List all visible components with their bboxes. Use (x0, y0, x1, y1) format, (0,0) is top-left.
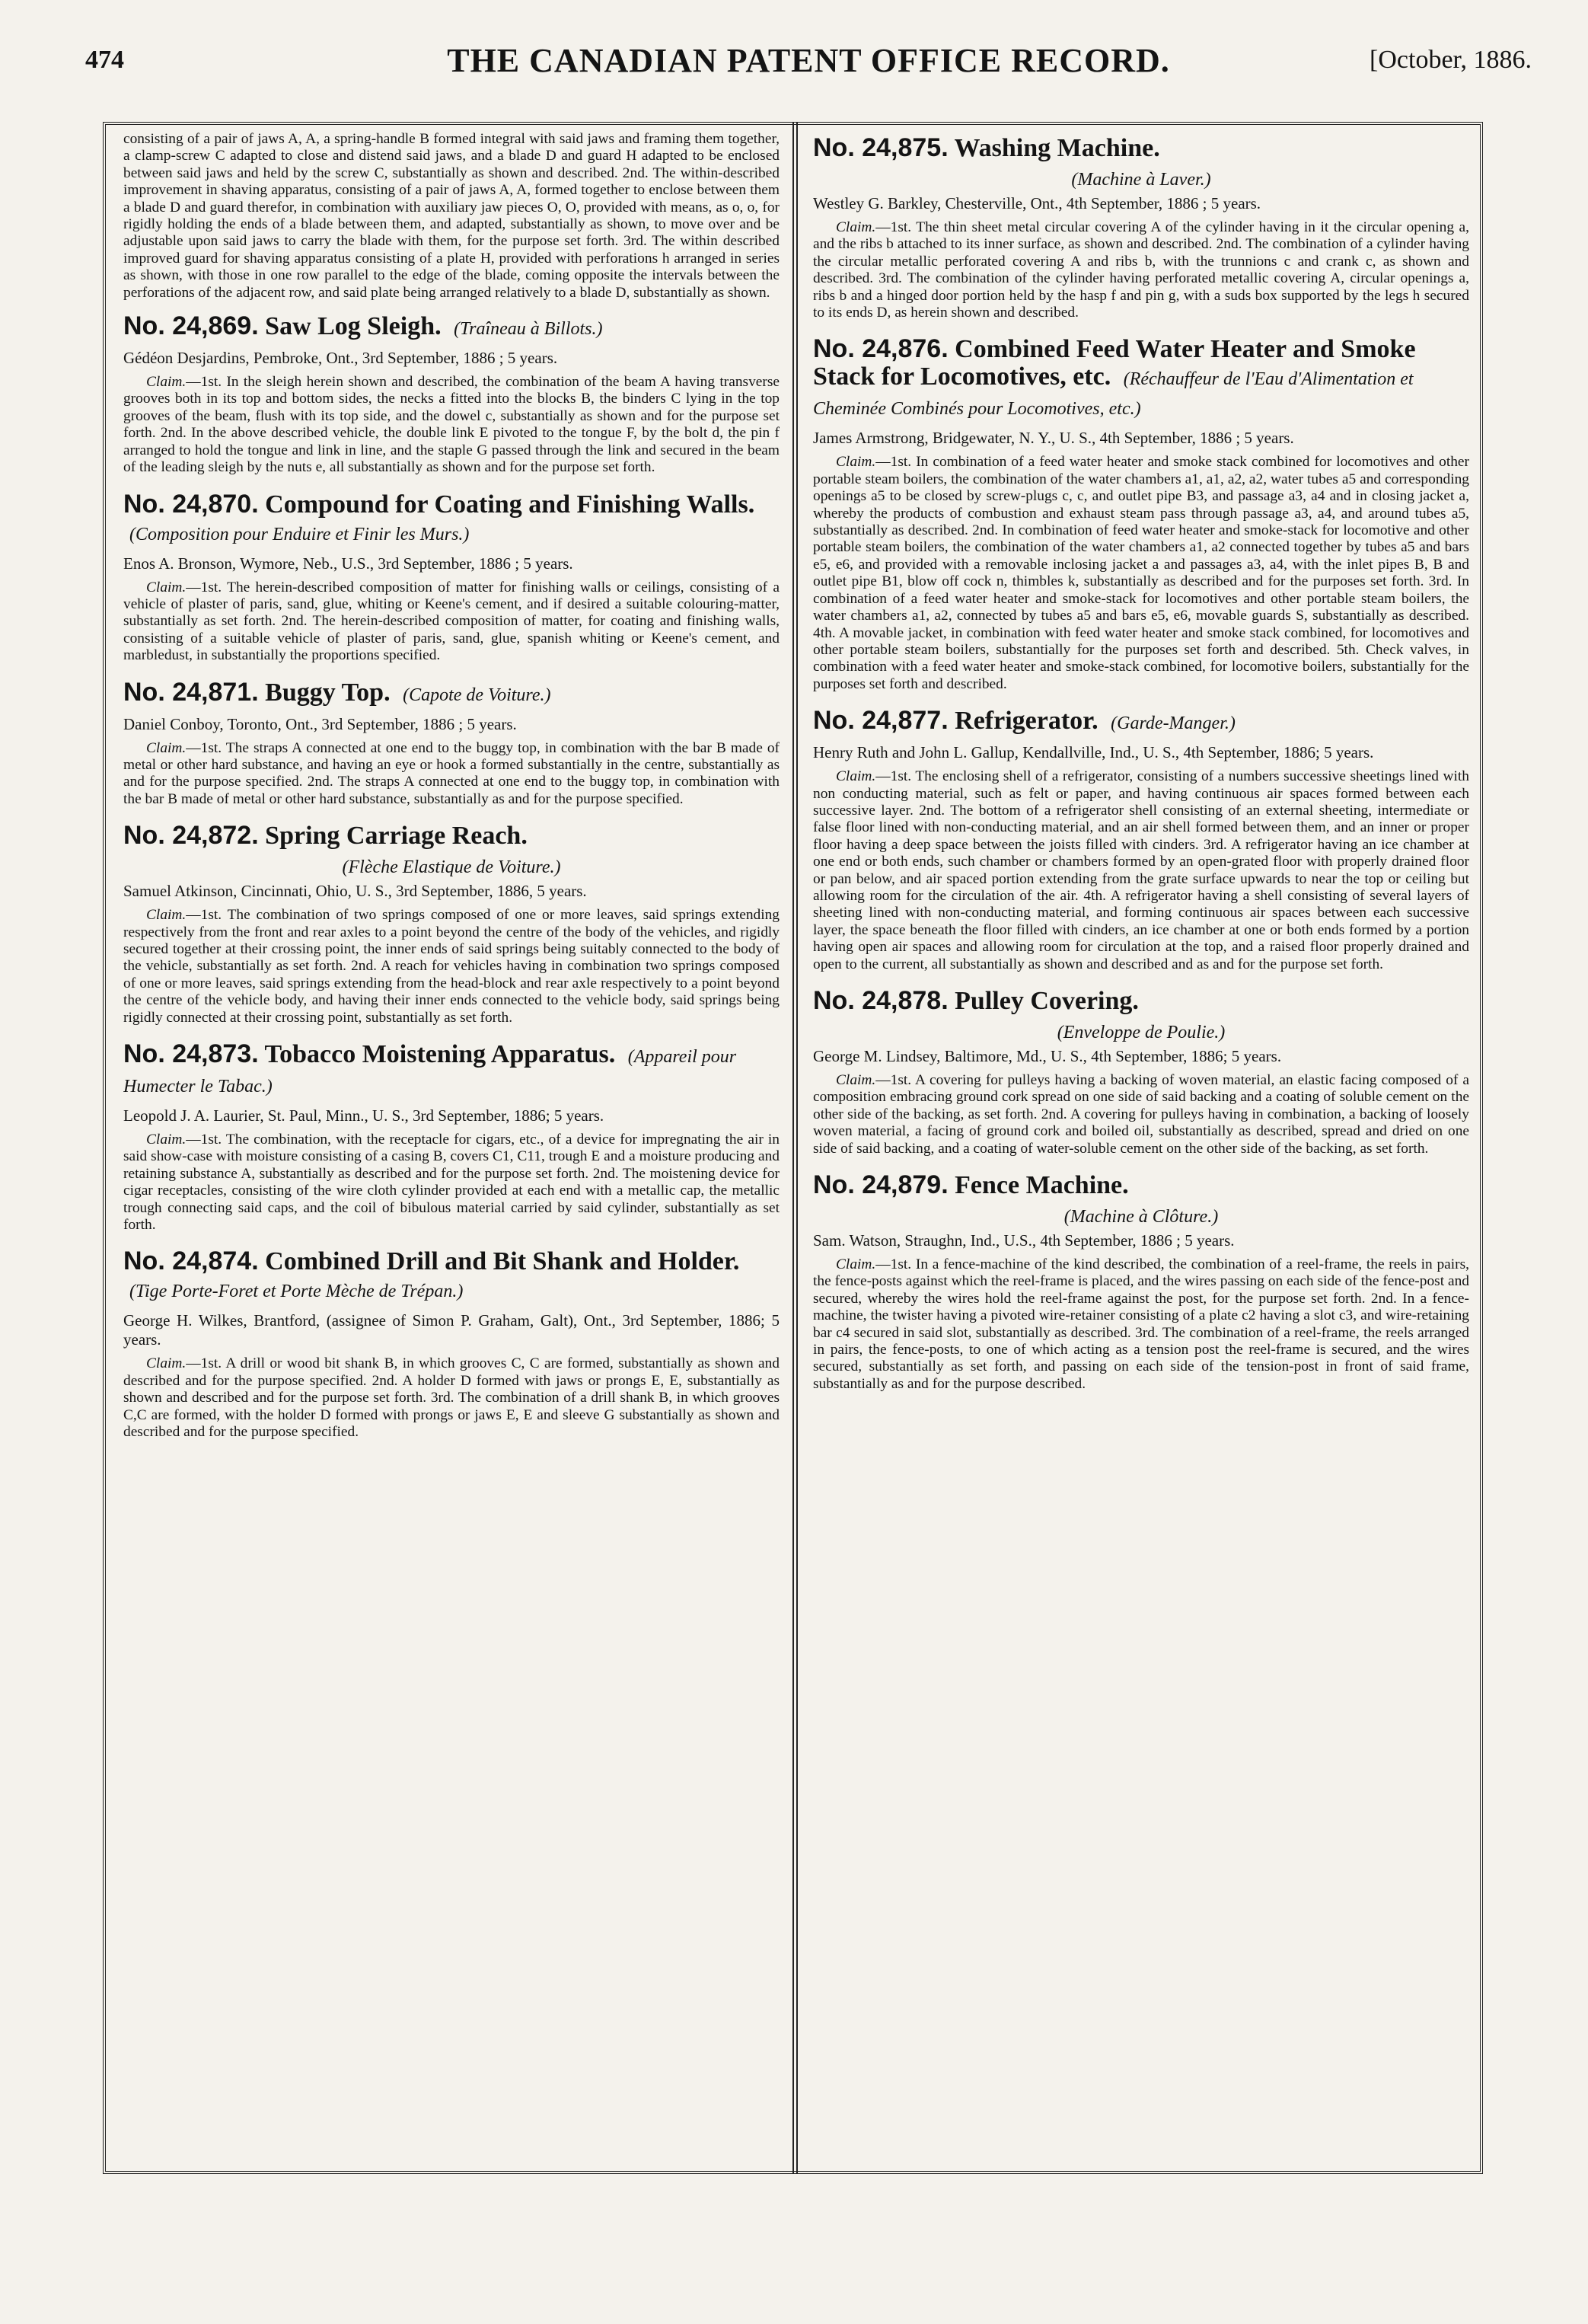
patent-entry (813, 335, 1469, 693)
claim-text: —1st. In combination of a feed water heater and smoke stack combined for locomotives and other portable steam boilers, the combination of the water chambers a1, a1, a2, a2, water tubes a5 and corresponding openings a5 to be closed by screw-plugs c, c, and outlet pipe B3, and passage a3, a4 and in closing jacket a, whereby the products of combustion and exhaust steam pass through passage a3, a4, and around tubes a5, substantially as described. 2nd. In combination of feed water heater and smoke-stack for locomotive and other portable steam boilers, the combination of the water chambers a1, a2 connected together by tubes a5 and bars e5, e6, and provided with a removable inclosing jacket a and passages a3, a4, with the inlet pipes B, B and outlet pipe B1, blow off cock n, thimbles k, substantially as described and for the purposes set forth. 3rd. In combination of a feed water heater and smoke-stack for locomotives and other portable steam boilers, the water chambers a1, a2, connected by tubes a5 and bars e5, e6, movable guards S, substantially as described. 4th. A movable jacket, in combination with feed water heater and smoke stack combined, for locomotives and other portable steam boilers, substantially for the purposes set forth and described. 5th. Check valves, in combination with a feed water heater and smoke-stack combined, for locomotive boilers, substantially for the purposes set forth and described. (813, 454, 1469, 692)
patent-entry (813, 707, 1469, 973)
claim-text: —1st. The thin sheet metal circular covering A of the cylinder having in it the circular opening a, and the ribs b attached to its inner surface, as shown and described. 2nd. The combination of a cylinder having the circular metallic perforated covering A and ribs b, with the trunnions c and crank c, as shown and described. 3rd. The combination of the cylinder having perforated metallic covering A, circular openings a, ribs b and a hinged door portion held by the hasp f and pin g, with a suds box supported by the legs h secured to its ends D, as herein shown and described. (813, 219, 1469, 321)
patent-french-title: (Tige Porte-Foret et Porte Mèche de Trépan.) (129, 1282, 464, 1302)
page-header (85, 40, 1532, 85)
claim-label: Claim. (146, 1355, 187, 1372)
patent-french-title: (Machine à Laver.) (1071, 170, 1211, 190)
patent-claim (123, 1355, 780, 1441)
patent-number: No. 24,870. (123, 489, 259, 519)
patent-title: Fence Machine. (955, 1171, 1129, 1200)
claim-text: —1st. The straps A connected at one end to the buggy top, in combination with the bar B made of metal or other hard substance, and having an eye or hook a formed substantially in the centre, substantially as and for the purpose specified. 2nd. The straps A connected at one end to the buggy top, in combination with the bar B made of metal or other hard substance, substantially as and for the purpose specified. (123, 739, 780, 807)
claim-label: Claim. (146, 1132, 187, 1148)
patent-title: Combined Drill and Bit Shank and Holder. (265, 1247, 740, 1276)
patent-heading (813, 335, 1469, 423)
patent-heading (813, 1171, 1469, 1199)
patent-inventor: Enos A. Bronson, Wymore, Neb., U.S., 3rd September, 1886 ; 5 years. (123, 554, 573, 573)
claim-text: —1st. The combination, with the receptacle for cigars, etc., of a device for impregnating the air in said show-case with moisture consisting of a casing B, covers C1, C11, trough E and a moisture producing and retaining substance A, substantially as described and for the purpose set forth. 2nd. The moistening device for cigar receptacles, consisting of the wire cloth cylinder provided at each end with a metallic cap, the metallic trough connecting said caps, and the coil of bibulous material carried by said cylinder, substantially as set forth. (123, 1132, 780, 1234)
patent-inventor: Samuel Atkinson, Cincinnati, Ohio, U. S., 3rd September, 1886, 5 years. (123, 882, 587, 901)
patent-number: No. 24,872. (123, 821, 259, 851)
patent-french-title: (Appareil pour Humecter le Tabac.) (123, 1047, 737, 1097)
patent-claim (123, 374, 780, 476)
patent-heading (123, 1247, 780, 1305)
claim-label: Claim. (146, 579, 187, 595)
patent-number: No. 24,876. (813, 334, 949, 364)
patent-french-title: (Enveloppe de Poulie.) (1057, 1023, 1226, 1042)
patent-inventor: Gédéon Desjardins, Pembroke, Ont., 3rd September, 1886 ; 5 years. (123, 349, 558, 368)
patent-number: No. 24,871. (123, 677, 259, 707)
claim-label: Claim. (836, 219, 876, 235)
claim-label: Claim. (146, 374, 187, 391)
claim-label: Claim. (836, 768, 876, 785)
patent-title: Washing Machine. (954, 134, 1160, 162)
patent-entry (123, 1040, 780, 1234)
patent-heading (123, 312, 780, 343)
patent-claim (813, 219, 1469, 321)
right-column (813, 131, 1469, 2164)
patent-claim (123, 907, 780, 1026)
patent-inventor: Leopold J. A. Laurier, St. Paul, Minn., U. S., 3rd September, 1886; 5 years. (123, 1106, 604, 1125)
patent-title: Compound for Coating and Finishing Walls. (265, 490, 755, 519)
patent-number: No. 24,877. (813, 706, 949, 736)
patent-inventor: George M. Lindsey, Baltimore, Md., U. S., 4th September, 1886; 5 years. (813, 1047, 1282, 1065)
patent-inventor: Sam. Watson, Straughn, Ind., U.S., 4th September, 1886 ; 5 years. (813, 1231, 1235, 1250)
patent-entry (813, 134, 1469, 321)
patent-heading (813, 707, 1469, 737)
patent-french-title: (Réchauffeur de l'Eau d'Alimentation et Cheminée Combinés pour Locomotives, etc.) (813, 369, 1414, 420)
claim-label: Claim. (836, 454, 876, 471)
patent-heading (123, 1040, 780, 1100)
claim-text: —1st. A drill or wood bit shank B, in which grooves C, C are formed, substantially as shown and described and for the purpose specified. 2nd. A holder D formed with jaws or prongs E, E, substantially as shown and described and for the purpose set forth. 3rd. The combination of a drill shank B, in which grooves C,C are formed, with the holder D formed with prongs or jaws E, E and sleeve G substantially as shown and described and for the purpose specified. (123, 1355, 780, 1441)
patent-number: No. 24,873. (123, 1039, 259, 1068)
patent-number: No. 24,874. (123, 1247, 259, 1276)
patent-title: Buggy Top. (265, 678, 391, 707)
claim-label: Claim. (836, 1072, 876, 1088)
patent-entry (813, 1171, 1469, 1393)
column-divider (792, 122, 798, 2174)
patent-claim (813, 768, 1469, 973)
patent-title: Spring Carriage Reach. (265, 822, 528, 851)
patent-heading (123, 678, 780, 709)
patent-claim (123, 740, 780, 809)
claim-text: —1st. The combination of two springs composed of one or more leaves, said springs extending respectively from the front and rear axles to a point beyond the centre of the body of the vehicles, and rigidly secured together at their crossing point, the inner ends of said springs being suitably connected to the body of the vehicle, substantially as set forth. 2nd. A reach for vehicles having in combination two springs composed of one or more leaves, said springs extending from the head-block and rear axle respectively to a point beyond the centre of the vehicle body, and having their inner ends connected to the vehicle body, said springs being rigidly connected at their crossing point, substantially as set forth. (123, 907, 780, 1026)
patent-inventor: James Armstrong, Bridgewater, N. Y., U. S., 4th September, 1886 ; 5 years. (813, 429, 1294, 448)
claim-text: —1st. The enclosing shell of a refrigerator, consisting of a numbers successive sheetings lined with non conducting material, such as felt or paper, and having continuous air spaces formed between each successive layer. 2nd. The bottom of a refrigerator shell consisting of an external sheeting, intermediate or false floor lined with non-conducting material, and an air shell formed between them, and an inner or proper floor having a deep space between the joists filled with cinders. 3rd. A refrigerator having an ice chamber at one end or both ends, such chamber or chambers formed by an open-grated floor with properly drained floor or pan below, and air spaced portion extending from the grate surface upwards to near the top or ceiling but allowing room for the circulation of the air. 4th. A refrigerator having a shell consisting of several layers of sheeting lined with non-conducting material, and forming continuous air spaces between each successive layer, the space beneath the floor filled with cinders, an ice chamber at one or both ends formed by a portion having open air spaces and allowing room for circulation at the top, and a raised floor properly drained and open to the current, all substantially as shown and described and as and for the purpose set forth. (813, 768, 1469, 972)
patent-number: No. 24,875. (813, 133, 949, 162)
patent-french-title: (Machine à Clôture.) (1063, 1207, 1219, 1227)
patent-entry (123, 312, 780, 476)
patent-inventor: Westley G. Barkley, Chesterville, Ont., 4th September, 1886 ; 5 years. (813, 194, 1261, 212)
patent-title: Refrigerator. (955, 707, 1099, 736)
patent-inventor: Daniel Conboy, Toronto, Ont., 3rd September, 1886 ; 5 years. (123, 714, 517, 733)
patent-entry (123, 822, 780, 1026)
claim-label: Claim. (146, 739, 187, 756)
patent-title: Pulley Covering. (955, 987, 1139, 1015)
patent-number: No. 24,869. (123, 311, 259, 341)
patent-french-title: (Composition pour Enduire et Finir les Murs.) (129, 524, 470, 544)
continued-claim: consisting of a pair of jaws A, A, a spring-handle B formed integral with said jaws and framing them together, a clamp-screw C adapted to close and distend said jaws, and a blade D and guard H adapted to be enclosed between said jaws and held by the screw C, substantially as shown and described. 2nd. The within-described improvement in shaving apparatus, consisting of a pair of jaws A, A, formed together to enclose between them a blade D and guard therefor, in combination with auxiliary jaw pieces O, O, provided with means, as o, o, for rigidly holding the ends of a blade between them, and adapted, substantially as shown, to move over and be adjustable upon said jaws to carry the blade with them, for the purpose set forth. 3rd. The within described improved guard for shaving apparatus consisting of a plate H, provided with perforations h arranged in series as shown, with those in one row parallel to the edge of the blade, coming opposite the intervals between the perforations of the adjacent row, and said plate being arranged relatively to a blade D, substantially as shown. (123, 131, 780, 301)
patent-inventor: Henry Ruth and John L. Gallup, Kendallville, Ind., U. S., 4th September, 1886; 5 years. (813, 743, 1374, 762)
claim-label: Claim. (836, 1256, 876, 1273)
patent-entry (123, 490, 780, 665)
patent-claim (813, 454, 1469, 693)
left-column (123, 131, 780, 2164)
page-number: 474 (85, 46, 124, 74)
patent-french-title: (Garde-Manger.) (1111, 713, 1236, 734)
patent-claim (123, 579, 780, 665)
patent-heading (813, 134, 1469, 162)
patent-title: Saw Log Sleigh. (265, 312, 442, 341)
patent-entry (123, 1247, 780, 1441)
patent-heading (813, 987, 1469, 1015)
publication-title: THE CANADIAN PATENT OFFICE RECORD. (447, 42, 1170, 79)
patent-number: No. 24,879. (813, 1170, 949, 1200)
claim-text: —1st. In a fence-machine of the kind described, the combination of a reel-frame, the reels in pairs, the fence-posts against which the reel-frame is placed, and the wires passing on each side of the fence-post and secured, whereby the wires hold the reel-frame against the post, for the purpose set forth. 2nd. In a fence-machine, the twister having a pivoted wire-retainer consisting of a plate c2 having a slot c3, and wire-retaining bar c4 secured in said slot, substantially as described. 3rd. The combination of a reel-frame, the reels arranged in pairs, the fence-posts, to one of which acting as a tension post the reel-frame is secured, and the wires secured, substantially as set forth, and passing on each side of the tension-post in front of said frame, substantially as and for the purpose described. (813, 1256, 1469, 1392)
patent-heading (123, 822, 780, 850)
claim-text: —1st. The herein-described composition of matter for finishing walls or ceilings, consisting of a vehicle of plaster of paris, sand, glue, whiting or Keene's cement, and if desired a suitable colouring-matter, substantially as set forth. 2nd. The herein-described composition of matter, for coating and finishing walls, consisting of a suitable vehicle of plaster of paris, sand, glue, spanish whiting or Keene's cement, and marbledust, in substantially the proportions specified. (123, 579, 780, 664)
patent-title: Combined Feed Water Heater and Smoke Stack for Locomotives, etc. (813, 335, 1416, 391)
patent-inventor: George H. Wilkes, Brantford, (assignee of Simon P. Graham, Galt), Ont., 3rd September, 1886; 5 years. (123, 1311, 780, 1349)
patent-title: Tobacco Moistening Apparatus. (264, 1040, 616, 1068)
patent-french-title: (Traîneau à Billots.) (454, 319, 603, 340)
patent-french-title: (Capote de Voiture.) (403, 685, 551, 705)
patent-entry (123, 678, 780, 809)
patent-heading (123, 490, 780, 548)
issue-date: [October, 1886. (1370, 46, 1532, 74)
claim-text: —1st. A covering for pulleys having a backing of woven material, an elastic facing composed of a composition embracing ground cork spread on one side of said backing and a coating of soluble cement on the other side of the backing, as set forth. 2nd. A covering for pulleys having in combination, a backing of loosely woven material, a facing of ground cork and boiled oil, substantially as described, spread and dried on one side of said backing, and a coating of water-soluble cement on the other side of the backing, as set forth. (813, 1072, 1469, 1157)
patent-french-title: (Flèche Elastique de Voiture.) (342, 857, 561, 878)
patent-entry (813, 987, 1469, 1157)
claim-text: —1st. In the sleigh herein shown and described, the combination of the beam A having transverse grooves both in its top and bottom sides, the necks a fitted into the blocks B, the binders C lying in the top grooves of the beam, flush with its top side, and the dowel c, substantially as shown and for the purpose set forth. 2nd. In the above described vehicle, the double link E pivoted to the tongue F, by the bolt d, the pin f arranged to hold the tongue and link in line, and the staple G passed through the link and secured in the beam of the leading sleigh by the nuts e, all substantially as shown and for the purpose set forth. (123, 374, 780, 476)
patent-claim (813, 1256, 1469, 1393)
patent-number: No. 24,878. (813, 986, 949, 1015)
claim-label: Claim. (146, 907, 187, 924)
patent-claim (813, 1072, 1469, 1157)
patent-claim (123, 1132, 780, 1234)
